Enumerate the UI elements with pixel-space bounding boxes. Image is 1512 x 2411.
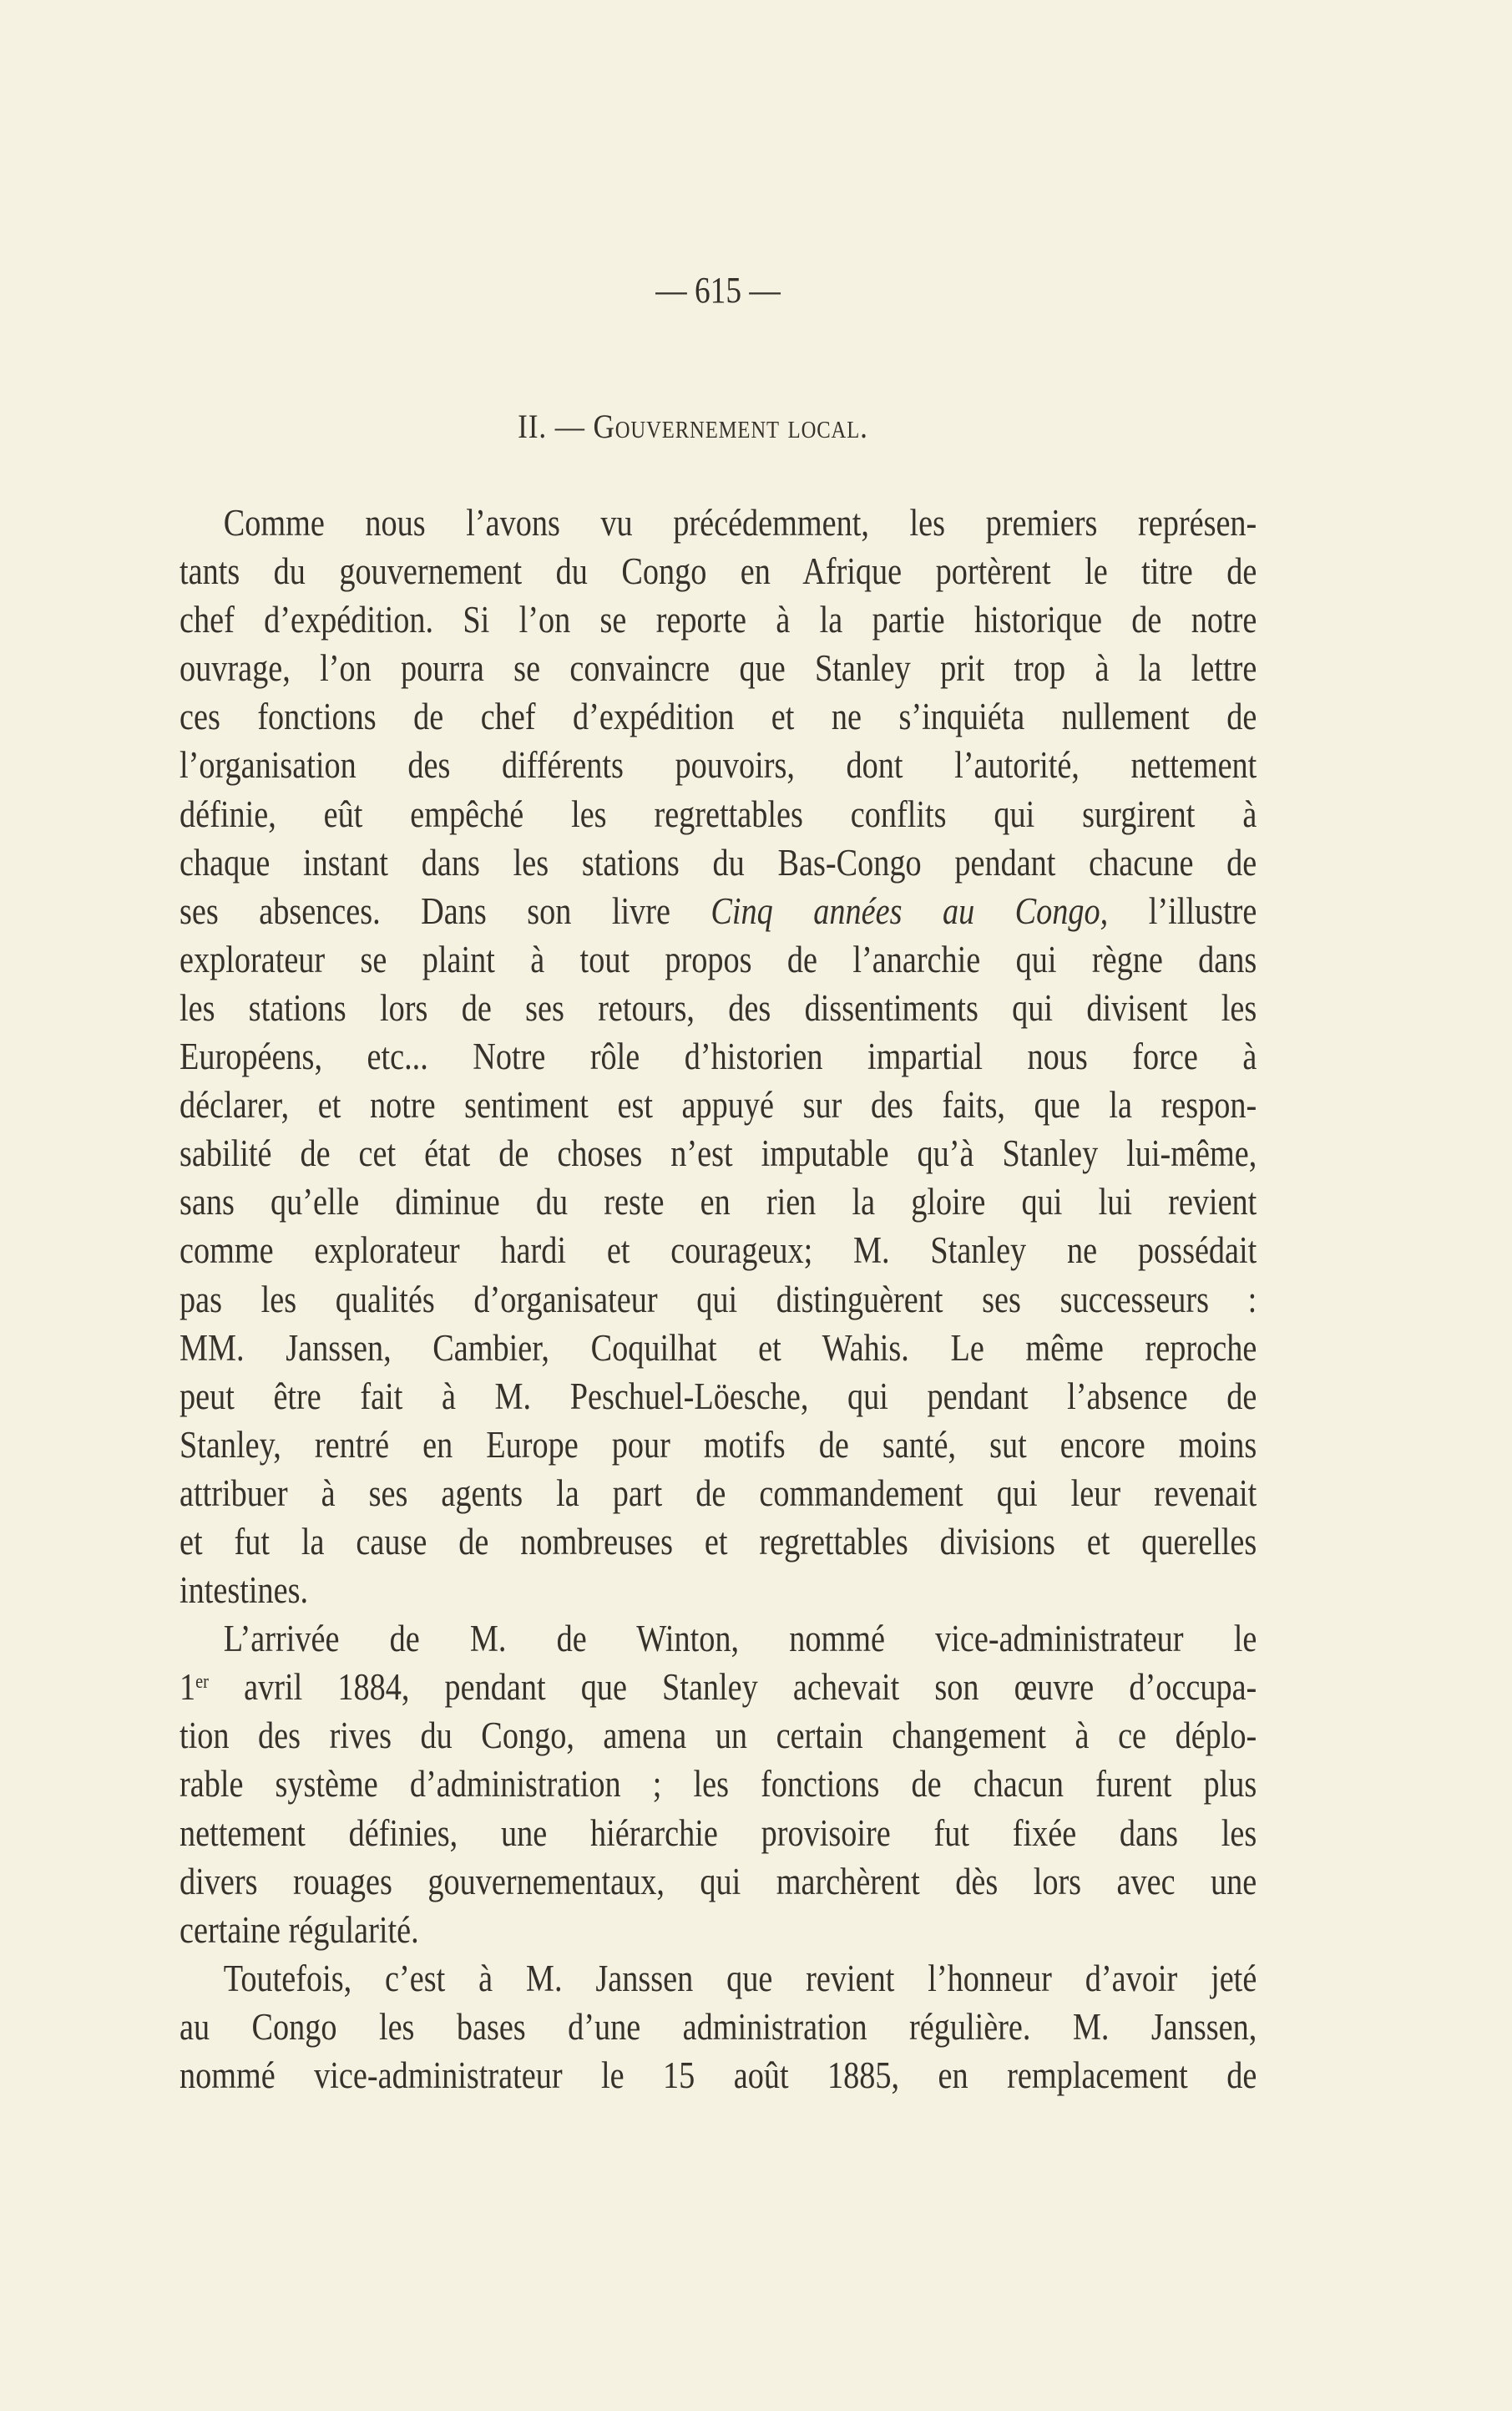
page-number: — 615 — (655, 270, 781, 311)
body-text (180, 499, 1257, 2099)
text-line: et fut la cause de nombreuses et regrettables divisions et querelles (180, 1520, 1257, 1563)
text-line: nommé vice-administrateur le 15 août 1885, en remplacement de (180, 2054, 1257, 2096)
text-line: Toutefois, c’est à M. Janssen que revient l’honneur d’avoir jeté (223, 1957, 1257, 1999)
text-line: sabilité de cet état de choses n’est imputable qu’à Stanley lui-même, (180, 1132, 1257, 1175)
text-line: les stations lors de ses retours, des dissentiments qui divisent les (180, 986, 1257, 1029)
superscript: er (195, 1671, 209, 1694)
text-line: peut être fait à M. Peschuel-Löesche, qui pendant l’absence de (180, 1375, 1257, 1417)
text-line: L’arrivée de M. de Winton, nommé vice-administrateur le (223, 1618, 1257, 1660)
text-line: attribuer à ses agents la part de commandement qui leur revenait (180, 1471, 1257, 1514)
text-segment: 1 (180, 1666, 196, 1709)
text-line: MM. Janssen, Cambier, Coquilhat et Wahis. Le même reproche (180, 1326, 1257, 1369)
text-line: sans qu’elle diminue du reste en rien la gloire qui lui revient (180, 1181, 1257, 1223)
text-line: l’organisation des différents pouvoirs, dont l’autorité, nettement (180, 744, 1257, 787)
book-title: Cinq années au Congo, (710, 889, 1109, 932)
text-line: intestines. (180, 1569, 309, 1612)
text-line: divers rouages gouvernementaux, qui marchèrent dès lors avec une (180, 1860, 1257, 1902)
text-line: comme explorateur hardi et courageux; M. Stanley ne possédait (180, 1229, 1257, 1272)
text-line: tants du gouvernement du Congo en Afrique portèrent le titre de (180, 550, 1257, 593)
text-line: ces fonctions de chef d’expédition et ne s’inquiéta nullement de (180, 696, 1257, 738)
text-line: nettement définies, une hiérarchie provisoire fut fixée dans les (180, 1811, 1257, 1854)
text-line (180, 887, 1257, 935)
text-segment: l’illustre (1108, 889, 1257, 932)
section-heading: II. — Gouvernement local. (518, 408, 868, 445)
text-line: au Congo les bases d’une administration régulière. M. Janssen, (180, 2005, 1257, 2048)
text-line: ouvrage, l’on pourra se convaincre que Stanley prit trop à la lettre (180, 647, 1257, 690)
text-line: Comme nous l’avons vu précédemment, les premiers représen- (223, 502, 1257, 544)
text-line: explorateur se plaint à tout propos de l’anarchie qui règne dans (180, 938, 1257, 980)
text-line: chaque instant dans les stations du Bas-Congo pendant chacune de (180, 841, 1257, 884)
text-line: tion des rives du Congo, amena un certain changement à ce déplo- (180, 1715, 1257, 1757)
text-line: Européens, etc... Notre rôle d’historien impartial nous force à (180, 1036, 1257, 1078)
text-line: pas les qualités d’organisateur qui distinguèrent ses successeurs : (180, 1278, 1257, 1320)
text-line: rable système d’administration ; les fonctions de chacun furent plus (180, 1763, 1257, 1806)
text-line (180, 1663, 1257, 1711)
text-line: chef d’expédition. Si l’on se reporte à la partie historique de notre (180, 599, 1257, 641)
text-segment: ses absences. Dans son livre (180, 889, 711, 932)
text-segment: avril 1884, pendant que Stanley achevait son œuvre d’occupa- (208, 1666, 1257, 1709)
text-line: Stanley, rentré en Europe pour motifs de santé, sut encore moins (180, 1423, 1257, 1466)
text-line: déclarer, et notre sentiment est appuyé sur des faits, que la respon- (180, 1084, 1257, 1127)
text-line: certaine régularité. (180, 1908, 419, 1951)
text-line: définie, eût empêché les regrettables conflits qui surgirent à (180, 793, 1257, 835)
